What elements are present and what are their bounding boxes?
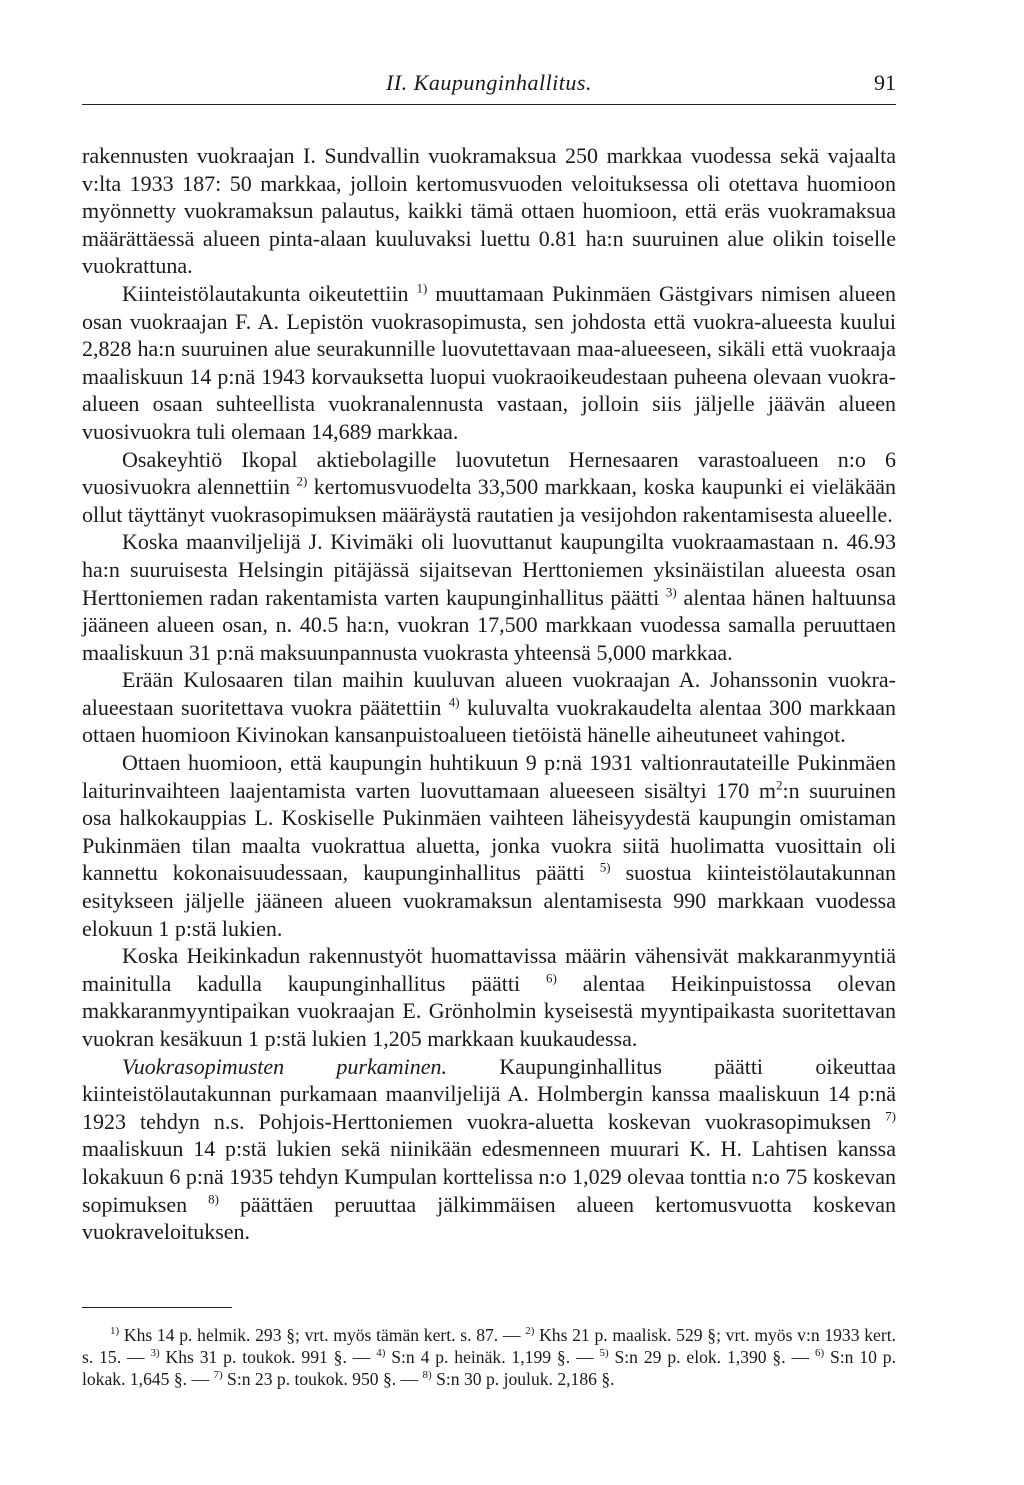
footnote-reference: 6) xyxy=(546,970,557,986)
text-run: Kiinteistölautakunta oikeutettiin xyxy=(122,280,417,306)
text-run: suostua kiinteistölautakunnan esitykseen jäljelle jääneen alueen vuokramaksun alentamisesta 990 markkaan vuodessa elokuun 1 p:stä lukien. xyxy=(82,860,896,941)
footnote-reference: 4) xyxy=(448,694,460,710)
footnote-reference: 3) xyxy=(665,584,677,600)
paragraph xyxy=(82,942,896,1052)
body-text xyxy=(82,142,896,1246)
text-run: kertomusvuodelta 33,500 markkaan, koska kaupunki ei vieläkään ollut täyttänyt vuokrasopimuksen määräystä rautatien ja vesijohdon rakentamisesta alueelle. xyxy=(82,474,896,527)
paragraph xyxy=(82,1053,896,1246)
footnote-text xyxy=(82,1324,896,1390)
page-number: 91 xyxy=(874,70,896,95)
footnote-reference: 8) xyxy=(422,1369,432,1382)
running-header xyxy=(82,70,896,100)
text-run: alentaa Heikinpuistossa olevan makkaranmyyntipaikan vuokraajan E. Grönholmin kyseisestä myyntipaikasta suoritettavan vuokran kesäkuun 1 p:stä lukien 1,205 markkaan kuukaudessa. xyxy=(82,970,896,1051)
paragraph xyxy=(82,142,896,280)
paragraph xyxy=(82,446,896,529)
text-run: Kaupunginhallitus päätti oikeuttaa kiinteistölautakunnan purkamaan maanviljelijä A. Holmbergin kanssa maaliskuun 14 p:nä 1923 tehdyn n.s. Pohjois-Herttoniemen vuokra-aluetta koskevan vuokrasopimuksen xyxy=(82,1053,896,1134)
text-run: :n suuruinen osa halkokauppias L. Koskiselle Pukinmäen vaihteen läheisyydestä kaupungin omistaman Pukinmäen tilan maalta vuokrattua aluetta, jonka vuokra siitä huolimatta vuosittain oli kannettu kokonaisuudessaan, kaupunginhallitus päätti xyxy=(82,777,896,886)
text-run: Khs 21 p. maalisk. 529 §; vrt. myös v:n 1933 kert. s. 15. — xyxy=(82,1325,896,1367)
footnote-reference: 5) xyxy=(599,860,611,876)
text-run: S:n 23 p. toukok. 950 §. — xyxy=(222,1369,423,1389)
text-run: Koska maanviljelijä J. Kivimäki oli luovuttanut kaupungilta vuokraamastaan n. 46.93 ha:n suuruisesta Helsingin pitäjässä sijaitsevan Herttoniemen yksinäistilan alueesta osan Herttoniemen radan rakentamista varten kaupunginhallitus päätti xyxy=(82,529,896,610)
text-run: S:n 29 p. elok. 1,390 §. — xyxy=(608,1347,815,1367)
footnote-reference: 7) xyxy=(885,1108,896,1124)
text-run: S:n 4 p. heinäk. 1,199 §. — xyxy=(385,1347,600,1367)
text-run: maaliskuun 14 p:stä lukien sekä niinikään edesmenneen muurari K. H. Lahtisen kanssa lokakuun 6 p:nä 1935 tehdyn Kumpulan korttelissa n:o 1,029 olevaa tonttia n:o 75 koskevan sopimuksen xyxy=(82,1136,896,1217)
text-run: S:n 30 p. jouluk. 2,186 §. xyxy=(431,1369,615,1389)
footnotes xyxy=(82,1324,896,1390)
footnote-reference: 8) xyxy=(208,1191,219,1207)
text-run: S:n 10 p. lokak. 1,645 §. — xyxy=(82,1347,896,1389)
text-run: alentaa hänen haltuunsa jääneen alueen osan, n. 40.5 ha:n, vuokran 17,500 markkaan vuodessa samalla peruuttaen maaliskuun 31 p:nä maksuunpannusta vuokrasta yhteensä 5,000 markkaa. xyxy=(82,584,896,665)
footnote-reference: 2) xyxy=(525,1325,535,1338)
footnote-reference: 2) xyxy=(296,473,308,489)
footnote-reference: 2 xyxy=(776,777,783,793)
footnote-reference: 4) xyxy=(376,1347,386,1360)
text-run: Erään Kulosaaren tilan maihin kuuluvan alueen vuokraajan A. Johanssonin vuokra-alueestaan suoritettava vuokra päätettiin xyxy=(82,667,896,720)
footnote-reference: 5) xyxy=(599,1347,609,1360)
paragraph xyxy=(82,528,896,666)
text-run: Ottaen huomioon, että kaupungin huhtikuun 9 p:nä 1931 valtionrautateille Pukinmäen laiturinvaihteen laajentamista varten luovuttamaan alueeseen sisältyi 170 m xyxy=(82,750,896,803)
text-run: Koska Heikinkadun rakennustyöt huomattavissa määrin vähensivät makkaranmyyntiä mainitulla kadulla kaupunginhallitus päätti xyxy=(82,943,896,996)
paragraph xyxy=(82,280,896,446)
footnote-reference: 6) xyxy=(814,1347,825,1360)
text-run: päättäen peruuttaa jälkimmäisen alueen kertomusvuotta koskevan vuokraveloituksen. xyxy=(82,1191,896,1245)
footnote-reference: 3) xyxy=(150,1347,160,1360)
text-run: Khs 31 p. toukok. 991 §. — xyxy=(159,1347,377,1367)
chapter-title: II. Kaupunginhallitus. xyxy=(386,70,592,95)
text-run: rakennusten vuokraajan I. Sundvallin vuokramaksua 250 markkaa vuodessa sekä vajaalta v:lta 1933 187: 50 markkaa, jolloin kertomusvuoden veloituksessa oli otettava huomioon myönnetty vuokramaksun palautus, kaikki tämä ottaen huomioon, että eräs vuokramaksua määrättäessä alueen pinta-alaan kuuluvaksi luettu 0.81 ha:n suuruinen alue olikin toiselle vuokrattuna. xyxy=(82,143,896,279)
document-page xyxy=(82,70,896,1389)
footnote-reference: 7) xyxy=(213,1369,223,1382)
text-run: kuluvalta vuokrakaudelta alentaa 300 markkaan ottaen huomioon Kivinokan kansanpuistoalueen tietöistä hänelle aiheutuneet vahingot. xyxy=(82,694,896,748)
footnote-reference: 1) xyxy=(416,280,428,296)
footnote-reference: 1) xyxy=(110,1325,120,1338)
paragraph xyxy=(82,666,896,749)
footnote-rule xyxy=(82,1307,232,1308)
text-run: muuttamaan Pukinmäen Gästgivars nimisen alueen osan vuokraajan F. A. Lepistön vuokrasopimusta, sen johdosta että vuokra-alueesta kuului 2,828 ha:n suuruinen alue seurakunnille luovutettavaan maa-alueeseen, sikäli että vuokraaja maaliskuun 14 p:nä 1943 korvauksetta luopui vuokraoikeudestaan puheena olevaan vuokra-alueen osaan suhteellista vuokranalennusta vastaan, jolloin siis jäljelle jäävän alueen vuosivuokra tuli olemaan 14,689 markkaa. xyxy=(82,280,896,444)
text-run: Khs 14 p. helmik. 293 §; vrt. myös tämän kert. s. 87. — xyxy=(119,1325,526,1345)
header-rule xyxy=(82,104,896,105)
section-lead-heading: Vuokrasopimusten purkaminen. xyxy=(122,1053,448,1079)
paragraph xyxy=(82,749,896,942)
text-run: Osakeyhtiö Ikopal aktiebolagille luovutetun Hernesaaren varastoalueen n:o 6 vuosivuokra alennettiin xyxy=(82,446,896,500)
